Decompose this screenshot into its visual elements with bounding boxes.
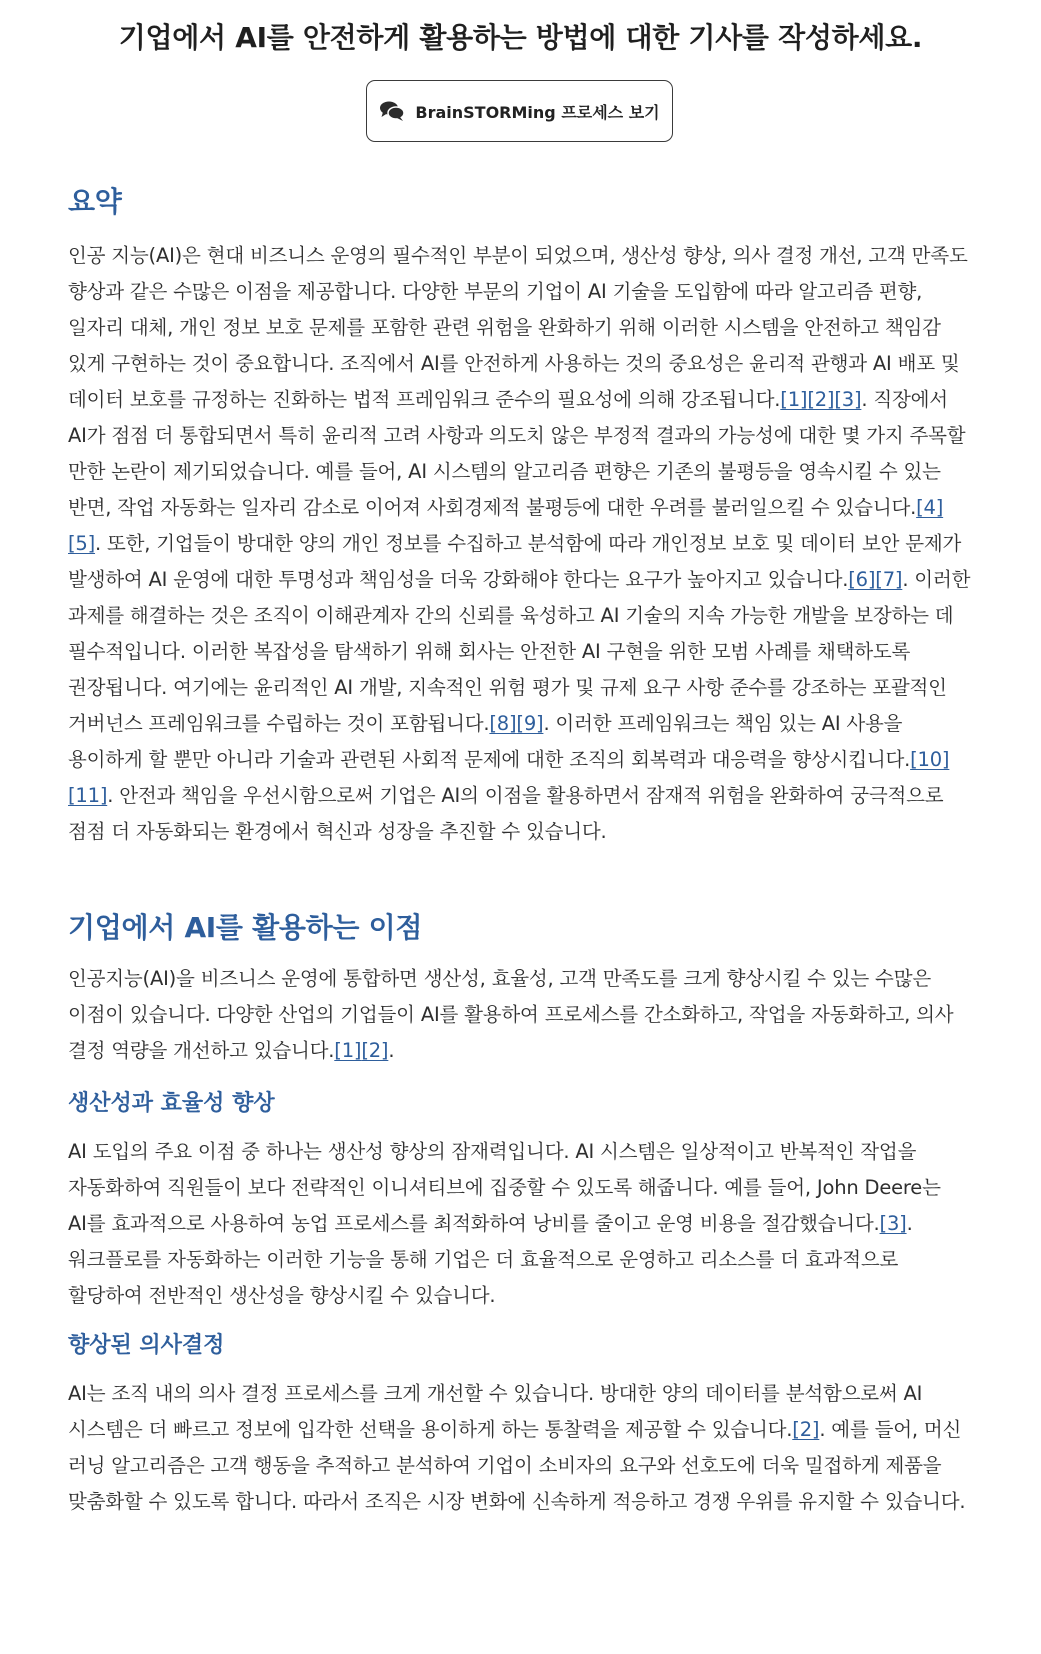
brainstorm-button-label: BrainSTORMing 프로세스 보기 [415,102,660,122]
paragraph-text: 인공 지능(AI)은 현대 비즈니스 운영의 필수적인 부분이 되었으며, 생산성 향상, 의사 결정 개선, 고객 만족도 향상과 같은 수많은 이점을 제공합니다. 다양한 부문의 기업이 AI 기술을 도입함에 따라 알고리즘 편향, 일자리 대체, 개인 정보 보호 문제를 포함한 관련 위험을 완화하기 위해 이러한 시스템을 안전하고 책임감 있게 구현하는 것이 중요합니다. 조직에서 AI를 안전하게 사용하는 것의 중요성은 윤리적 관행과 AI 배포 및 데이터 보호를 규정하는 진화하는 법적 프레임워크 준수의 필요성에 의해 강조됩니다. [68,244,968,411]
citation-link[interactable]: [11] [68,784,108,807]
section-heading-benefits: 기업에서 AI를 활용하는 이점 [68,911,423,944]
citation-link[interactable]: [2] [792,1418,820,1441]
paragraph-text: AI는 조직 내의 의사 결정 프로세스를 크게 개선할 수 있습니다. 방대한 양의 데이터를 분석함으로써 AI 시스템은 더 빠르고 정보에 입각한 선택을 용이하게 하는 통찰력을 제공할 수 있습니다. [68,1382,923,1441]
summary-paragraph [68,238,974,850]
decision-making-paragraph [68,1376,974,1520]
paragraph-text: . [388,1039,395,1062]
paragraph-text: . 이러한 과제를 해결하는 것은 조직이 이해관계자 간의 신뢰를 육성하고 AI 기술의 지속 가능한 개발을 보장하는 데 필수적입니다. 이러한 복잡성을 탐색하기 위해 회사는 안전한 AI 구현을 위한 모범 사례를 채택하도록 권장됩니다. 여기에는 윤리적인 AI 개발, 지속적인 위험 평가 및 규제 요구 사항 준수를 강조하는 포괄적인 거버넌스 프레임워크를 수립하는 것이 포함됩니다. [68,568,971,735]
citation-link[interactable]: [6] [848,568,876,591]
paragraph-text: . 또한, 기업들이 방대한 양의 개인 정보를 수집하고 분석함에 따라 개인정보 보호 및 데이터 보안 문제가 발생하여 AI 운영에 대한 투명성과 책임성을 더욱 강화해야 한다는 요구가 높아지고 있습니다. [68,532,962,591]
paragraph-text: AI 도입의 주요 이점 중 하나는 생산성 향상의 잠재력입니다. AI 시스템은 일상적이고 반복적인 작업을 자동화하여 직원들이 보다 전략적인 이니셔티브에 집중할 수 있도록 해줍니다. 예를 들어, John Deere는 AI를 효과적으로 사용하여 농업 프로세스를 최적화하여 낭비를 줄이고 운영 비용을 절감했습니다. [68,1140,941,1235]
citation-link[interactable]: [8] [489,712,517,735]
citation-link[interactable]: [3] [834,388,862,411]
citation-link[interactable]: [3] [879,1212,907,1235]
paragraph-text: 인공지능(AI)을 비즈니스 운영에 통합하면 생산성, 효율성, 고객 만족도를 크게 향상시킬 수 있는 수많은 이점이 있습니다. 다양한 산업의 기업들이 AI를 활용하여 프로세스를 간소화하고, 작업을 자동화하고, 의사 결정 역량을 개선하고 있습니다. [68,967,954,1062]
citation-link[interactable]: [2] [807,388,835,411]
section-heading-summary: 요약 [68,185,122,218]
paragraph-text: . 직장에서 AI가 점점 더 통합되면서 특히 윤리적 고려 사항과 의도치 않은 부정적 결과의 가능성에 대한 몇 가지 주목할 만한 논란이 제기되었습니다. 예를 들어, AI 시스템의 알고리즘 편향은 기존의 불평등을 영속시킬 수 있는 반면, 작업 자동화는 일자리 감소로 이어져 사회경제적 불평등에 대한 우려를 불러일으킬 수 있습니다. [68,388,966,519]
brainstorm-process-button[interactable] [366,80,673,142]
page-title: 기업에서 AI를 안전하게 활용하는 방법에 대한 기사를 작성하세요. [118,21,923,54]
paragraph-text: . 안전과 책임을 우선시함으로써 기업은 AI의 이점을 활용하면서 잠재적 위험을 완화하여 궁극적으로 점점 더 자동화되는 환경에서 혁신과 성장을 추진할 수 있습니다. [68,784,944,843]
subheading-decision-making: 향상된 의사결정 [68,1333,225,1358]
citation-link[interactable]: [7] [875,568,903,591]
citation-link[interactable]: [10] [910,748,950,771]
citation-link[interactable]: [1] [780,388,808,411]
paragraph-text: . 이러한 프레임워크는 책임 있는 AI 사용을 용이하게 할 뿐만 아니라 기술과 관련된 사회적 문제에 대한 조직의 회복력과 대응력을 향상시킵니다. [68,712,911,771]
productivity-paragraph [68,1134,974,1314]
citation-link[interactable]: [4] [916,496,944,519]
benefits-paragraph [68,961,974,1069]
paragraph-text: . 예를 들어, 머신 러닝 알고리즘은 고객 행동을 추적하고 분석하여 기업이 소비자의 요구와 선호도에 더욱 밀접하게 제품을 맞춤화할 수 있도록 합니다. 따라서 조직은 시장 변화에 신속하게 적응하고 경쟁 우위를 유지할 수 있습니다. [68,1418,966,1513]
citation-link[interactable]: [1] [334,1039,362,1062]
subheading-productivity: 생산성과 효율성 향상 [68,1091,275,1116]
paragraph-text: . 워크플로를 자동화하는 이러한 기능을 통해 기업은 더 효율적으로 운영하고 리소스를 더 효과적으로 할당하여 전반적인 생산성을 향상시킬 수 있습니다. [68,1212,913,1307]
chat-bubbles-icon [379,100,405,122]
citation-link[interactable]: [5] [68,532,96,555]
citation-link[interactable]: [9] [516,712,544,735]
citation-link[interactable]: [2] [361,1039,389,1062]
